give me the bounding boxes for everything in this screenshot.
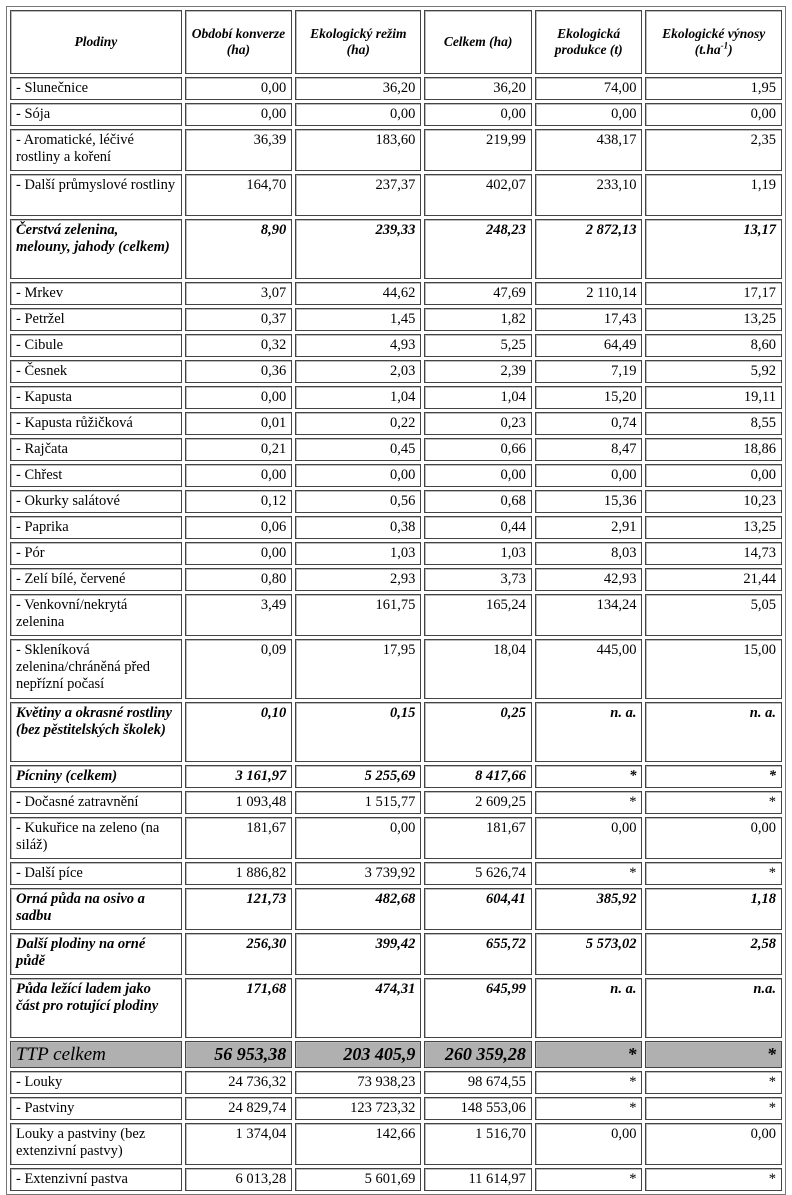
organic-production-cell: 64,49	[535, 334, 643, 357]
organic-yield-cell: 13,17	[645, 219, 782, 279]
conversion-area-cell: 0,06	[185, 516, 293, 539]
organic-area-cell: 5 255,69	[295, 765, 421, 788]
total-area-cell: 1,82	[424, 308, 532, 331]
table-row	[10, 490, 782, 513]
conversion-area-cell: 36,39	[185, 129, 293, 171]
organic-production-cell: n. a.	[535, 978, 643, 1038]
crop-name-cell: - Česnek	[10, 360, 182, 383]
organic-area-cell: 1,03	[295, 542, 421, 565]
organic-area-cell: 3 739,92	[295, 862, 421, 885]
organic-yield-cell: 13,25	[645, 308, 782, 331]
organic-production-cell: 2 872,13	[535, 219, 643, 279]
conversion-area-cell: 1 093,48	[185, 791, 293, 814]
table-row	[10, 1071, 782, 1094]
crop-name-cell: - Další průmyslové rostliny	[10, 174, 182, 216]
header-ekologicke-vynosy	[645, 10, 782, 74]
conversion-area-cell: 171,68	[185, 978, 293, 1038]
organic-production-cell: 0,74	[535, 412, 643, 435]
organic-production-cell: 17,43	[535, 308, 643, 331]
organic-production-cell: 438,17	[535, 129, 643, 171]
crop-name-cell: Louky a pastviny (bez extenzivní pastvy)	[10, 1123, 182, 1165]
organic-production-cell: *	[535, 1168, 643, 1191]
total-area-cell: 5 626,74	[424, 862, 532, 885]
total-area-cell: 47,69	[424, 282, 532, 305]
organic-yield-cell: 21,44	[645, 568, 782, 591]
conversion-area-cell: 8,90	[185, 219, 293, 279]
organic-yield-cell: *	[645, 1041, 782, 1068]
crop-name-cell: - Extenzivní pastva	[10, 1168, 182, 1191]
total-area-cell: 219,99	[424, 129, 532, 171]
conversion-area-cell: 0,21	[185, 438, 293, 461]
organic-production-cell: 0,00	[535, 103, 643, 126]
table-row	[10, 360, 782, 383]
table-row	[10, 516, 782, 539]
table-row	[10, 77, 782, 100]
organic-production-cell: 42,93	[535, 568, 643, 591]
organic-production-cell: *	[535, 765, 643, 788]
table-row	[10, 594, 782, 636]
organic-yield-cell: 14,73	[645, 542, 782, 565]
conversion-area-cell: 0,01	[185, 412, 293, 435]
conversion-area-cell: 164,70	[185, 174, 293, 216]
organic-yield-cell: 10,23	[645, 490, 782, 513]
conversion-area-cell: 0,12	[185, 490, 293, 513]
table-row	[10, 412, 782, 435]
crop-name-cell: - Aromatické, léčivé rostliny a koření	[10, 129, 182, 171]
conversion-area-cell: 0,36	[185, 360, 293, 383]
table-row	[10, 862, 782, 885]
table-row	[10, 129, 782, 171]
header-celkem: Celkem (ha)	[424, 10, 532, 74]
total-area-cell: 2,39	[424, 360, 532, 383]
organic-area-cell: 239,33	[295, 219, 421, 279]
table-body	[10, 77, 782, 1191]
table-row	[10, 568, 782, 591]
crop-name-cell: - Sója	[10, 103, 182, 126]
total-area-cell: 1,03	[424, 542, 532, 565]
crop-name-cell: - Chřest	[10, 464, 182, 487]
table-row	[10, 219, 782, 279]
organic-area-cell: 0,00	[295, 817, 421, 859]
organic-yield-cell: 17,17	[645, 282, 782, 305]
organic-yield-cell: 2,35	[645, 129, 782, 171]
organic-production-cell: 7,19	[535, 360, 643, 383]
total-area-cell: 11 614,97	[424, 1168, 532, 1191]
organic-production-cell: 2 110,14	[535, 282, 643, 305]
crop-name-cell: - Paprika	[10, 516, 182, 539]
organic-crops-table	[6, 6, 786, 1195]
total-area-cell: 8 417,66	[424, 765, 532, 788]
conversion-area-cell: 0,00	[185, 542, 293, 565]
table-row	[10, 334, 782, 357]
total-area-cell: 260 359,28	[424, 1041, 532, 1068]
conversion-area-cell: 1 886,82	[185, 862, 293, 885]
organic-production-cell: 8,03	[535, 542, 643, 565]
organic-production-cell: *	[535, 791, 643, 814]
table-row	[10, 978, 782, 1038]
table-row	[10, 1097, 782, 1120]
table-row	[10, 103, 782, 126]
crop-name-cell: - Okurky salátové	[10, 490, 182, 513]
organic-production-cell: 445,00	[535, 639, 643, 699]
organic-production-cell: n. a.	[535, 702, 643, 762]
total-area-cell: 1 516,70	[424, 1123, 532, 1165]
organic-area-cell: 399,42	[295, 933, 421, 975]
total-area-cell: 0,00	[424, 103, 532, 126]
organic-production-cell: 8,47	[535, 438, 643, 461]
conversion-area-cell: 0,00	[185, 386, 293, 409]
organic-yield-cell: 5,05	[645, 594, 782, 636]
crop-name-cell: - Kukuřice na zeleno (na siláž)	[10, 817, 182, 859]
crop-name-cell: - Kapusta růžičková	[10, 412, 182, 435]
organic-area-cell: 161,75	[295, 594, 421, 636]
conversion-area-cell: 0,37	[185, 308, 293, 331]
organic-yield-cell: 15,00	[645, 639, 782, 699]
organic-yield-cell: *	[645, 1168, 782, 1191]
table-header-row	[10, 10, 782, 74]
crop-name-cell: - Pór	[10, 542, 182, 565]
organic-yield-cell: 13,25	[645, 516, 782, 539]
organic-production-cell: 0,00	[535, 817, 643, 859]
crop-name-cell: - Venkovní/nekrytá zelenina	[10, 594, 182, 636]
total-area-cell: 2 609,25	[424, 791, 532, 814]
organic-yield-cell: 0,00	[645, 464, 782, 487]
organic-yield-cell: 1,19	[645, 174, 782, 216]
organic-area-cell: 17,95	[295, 639, 421, 699]
organic-area-cell: 2,93	[295, 568, 421, 591]
organic-area-cell: 0,56	[295, 490, 421, 513]
organic-yield-cell: 5,92	[645, 360, 782, 383]
organic-production-cell: *	[535, 1041, 643, 1068]
organic-area-cell: 44,62	[295, 282, 421, 305]
organic-area-cell: 203 405,9	[295, 1041, 421, 1068]
organic-area-cell: 36,20	[295, 77, 421, 100]
header-plodiny: Plodiny	[10, 10, 182, 74]
organic-area-cell: 474,31	[295, 978, 421, 1038]
organic-yield-cell: 8,55	[645, 412, 782, 435]
crop-name-cell: Půda ležící ladem jako část pro rotující plodiny	[10, 978, 182, 1038]
organic-area-cell: 0,38	[295, 516, 421, 539]
organic-production-cell: *	[535, 1097, 643, 1120]
total-area-cell: 148 553,06	[424, 1097, 532, 1120]
organic-yield-cell: 18,86	[645, 438, 782, 461]
organic-yield-cell: 0,00	[645, 1123, 782, 1165]
organic-area-cell: 237,37	[295, 174, 421, 216]
crop-name-cell: - Louky	[10, 1071, 182, 1094]
crop-name-cell: - Kapusta	[10, 386, 182, 409]
total-area-cell: 0,23	[424, 412, 532, 435]
crop-name-cell: TTP celkem	[10, 1041, 182, 1068]
organic-area-cell: 1,04	[295, 386, 421, 409]
header-vynosy-exponent: -1	[720, 40, 729, 51]
organic-production-cell: *	[535, 1071, 643, 1094]
organic-production-cell: *	[535, 862, 643, 885]
table-row	[10, 1041, 782, 1068]
crop-name-cell: - Skleníková zelenina/chráněná před nepřízní počasí	[10, 639, 182, 699]
header-obdobi-konverze: Období konverze (ha)	[185, 10, 293, 74]
organic-area-cell: 5 601,69	[295, 1168, 421, 1191]
crop-name-cell: Orná půda na osivo a sadbu	[10, 888, 182, 930]
conversion-area-cell: 0,09	[185, 639, 293, 699]
organic-area-cell: 123 723,32	[295, 1097, 421, 1120]
table-row	[10, 888, 782, 930]
organic-area-cell: 0,15	[295, 702, 421, 762]
organic-yield-cell: 1,95	[645, 77, 782, 100]
total-area-cell: 36,20	[424, 77, 532, 100]
crop-name-cell: Čerstvá zelenina, melouny, jahody (celkem)	[10, 219, 182, 279]
conversion-area-cell: 0,32	[185, 334, 293, 357]
conversion-area-cell: 24 736,32	[185, 1071, 293, 1094]
organic-yield-cell: 1,18	[645, 888, 782, 930]
table-row	[10, 1123, 782, 1165]
total-area-cell: 645,99	[424, 978, 532, 1038]
conversion-area-cell: 6 013,28	[185, 1168, 293, 1191]
organic-production-cell: 0,00	[535, 1123, 643, 1165]
crop-table-container	[6, 6, 786, 1195]
organic-production-cell: 5 573,02	[535, 933, 643, 975]
crop-name-cell: - Slunečnice	[10, 77, 182, 100]
organic-area-cell: 73 938,23	[295, 1071, 421, 1094]
crop-name-cell: Pícniny (celkem)	[10, 765, 182, 788]
total-area-cell: 655,72	[424, 933, 532, 975]
crop-name-cell: Další plodiny na orné půdě	[10, 933, 182, 975]
total-area-cell: 402,07	[424, 174, 532, 216]
organic-yield-cell: *	[645, 862, 782, 885]
organic-production-cell: 15,20	[535, 386, 643, 409]
organic-yield-cell: 0,00	[645, 103, 782, 126]
table-row	[10, 464, 782, 487]
organic-area-cell: 0,45	[295, 438, 421, 461]
table-row	[10, 438, 782, 461]
organic-yield-cell: 2,58	[645, 933, 782, 975]
organic-production-cell: 385,92	[535, 888, 643, 930]
organic-yield-cell: *	[645, 765, 782, 788]
table-row	[10, 765, 782, 788]
organic-yield-cell: n. a.	[645, 702, 782, 762]
organic-yield-cell: *	[645, 791, 782, 814]
table-row	[10, 174, 782, 216]
table-row	[10, 817, 782, 859]
conversion-area-cell: 121,73	[185, 888, 293, 930]
organic-yield-cell: 0,00	[645, 817, 782, 859]
table-row	[10, 308, 782, 331]
organic-area-cell: 2,03	[295, 360, 421, 383]
conversion-area-cell: 0,00	[185, 464, 293, 487]
crop-name-cell: - Rajčata	[10, 438, 182, 461]
crop-name-cell: - Pastviny	[10, 1097, 182, 1120]
conversion-area-cell: 0,80	[185, 568, 293, 591]
organic-production-cell: 134,24	[535, 594, 643, 636]
organic-production-cell: 233,10	[535, 174, 643, 216]
table-row	[10, 542, 782, 565]
organic-area-cell: 183,60	[295, 129, 421, 171]
total-area-cell: 3,73	[424, 568, 532, 591]
total-area-cell: 604,41	[424, 888, 532, 930]
total-area-cell: 0,25	[424, 702, 532, 762]
table-row	[10, 386, 782, 409]
header-ekologicky-rezim: Ekologický režim (ha)	[295, 10, 421, 74]
total-area-cell: 1,04	[424, 386, 532, 409]
table-row	[10, 639, 782, 699]
organic-area-cell: 142,66	[295, 1123, 421, 1165]
conversion-area-cell: 0,10	[185, 702, 293, 762]
total-area-cell: 18,04	[424, 639, 532, 699]
crop-name-cell: - Dočasné zatravnění	[10, 791, 182, 814]
total-area-cell: 5,25	[424, 334, 532, 357]
organic-production-cell: 2,91	[535, 516, 643, 539]
conversion-area-cell: 1 374,04	[185, 1123, 293, 1165]
crop-name-cell: - Cibule	[10, 334, 182, 357]
crop-name-cell: - Mrkev	[10, 282, 182, 305]
table-row	[10, 282, 782, 305]
header-vynosy-tail: )	[728, 42, 733, 57]
conversion-area-cell: 56 953,38	[185, 1041, 293, 1068]
total-area-cell: 0,68	[424, 490, 532, 513]
organic-yield-cell: 19,11	[645, 386, 782, 409]
conversion-area-cell: 256,30	[185, 933, 293, 975]
total-area-cell: 248,23	[424, 219, 532, 279]
organic-yield-cell: n.a.	[645, 978, 782, 1038]
crop-name-cell: - Zelí bílé, červené	[10, 568, 182, 591]
conversion-area-cell: 181,67	[185, 817, 293, 859]
header-vynosy-label: Ekologické výnosy (t.ha	[662, 26, 766, 57]
conversion-area-cell: 3 161,97	[185, 765, 293, 788]
organic-area-cell: 0,22	[295, 412, 421, 435]
conversion-area-cell: 0,00	[185, 103, 293, 126]
table-row	[10, 933, 782, 975]
conversion-area-cell: 3,07	[185, 282, 293, 305]
organic-area-cell: 1 515,77	[295, 791, 421, 814]
organic-production-cell: 0,00	[535, 464, 643, 487]
total-area-cell: 181,67	[424, 817, 532, 859]
table-row	[10, 791, 782, 814]
total-area-cell: 98 674,55	[424, 1071, 532, 1094]
organic-production-cell: 74,00	[535, 77, 643, 100]
total-area-cell: 165,24	[424, 594, 532, 636]
table-row	[10, 702, 782, 762]
conversion-area-cell: 3,49	[185, 594, 293, 636]
organic-production-cell: 15,36	[535, 490, 643, 513]
total-area-cell: 0,66	[424, 438, 532, 461]
organic-area-cell: 0,00	[295, 103, 421, 126]
organic-area-cell: 0,00	[295, 464, 421, 487]
total-area-cell: 0,44	[424, 516, 532, 539]
organic-area-cell: 1,45	[295, 308, 421, 331]
conversion-area-cell: 0,00	[185, 77, 293, 100]
organic-area-cell: 4,93	[295, 334, 421, 357]
organic-yield-cell: 8,60	[645, 334, 782, 357]
conversion-area-cell: 24 829,74	[185, 1097, 293, 1120]
organic-yield-cell: *	[645, 1071, 782, 1094]
total-area-cell: 0,00	[424, 464, 532, 487]
crop-name-cell: - Petržel	[10, 308, 182, 331]
crop-name-cell: - Další píce	[10, 862, 182, 885]
table-row	[10, 1168, 782, 1191]
header-ekologicka-produkce: Ekologická produkce (t)	[535, 10, 643, 74]
organic-yield-cell: *	[645, 1097, 782, 1120]
organic-area-cell: 482,68	[295, 888, 421, 930]
crop-name-cell: Květiny a okrasné rostliny (bez pěstitelských školek)	[10, 702, 182, 762]
